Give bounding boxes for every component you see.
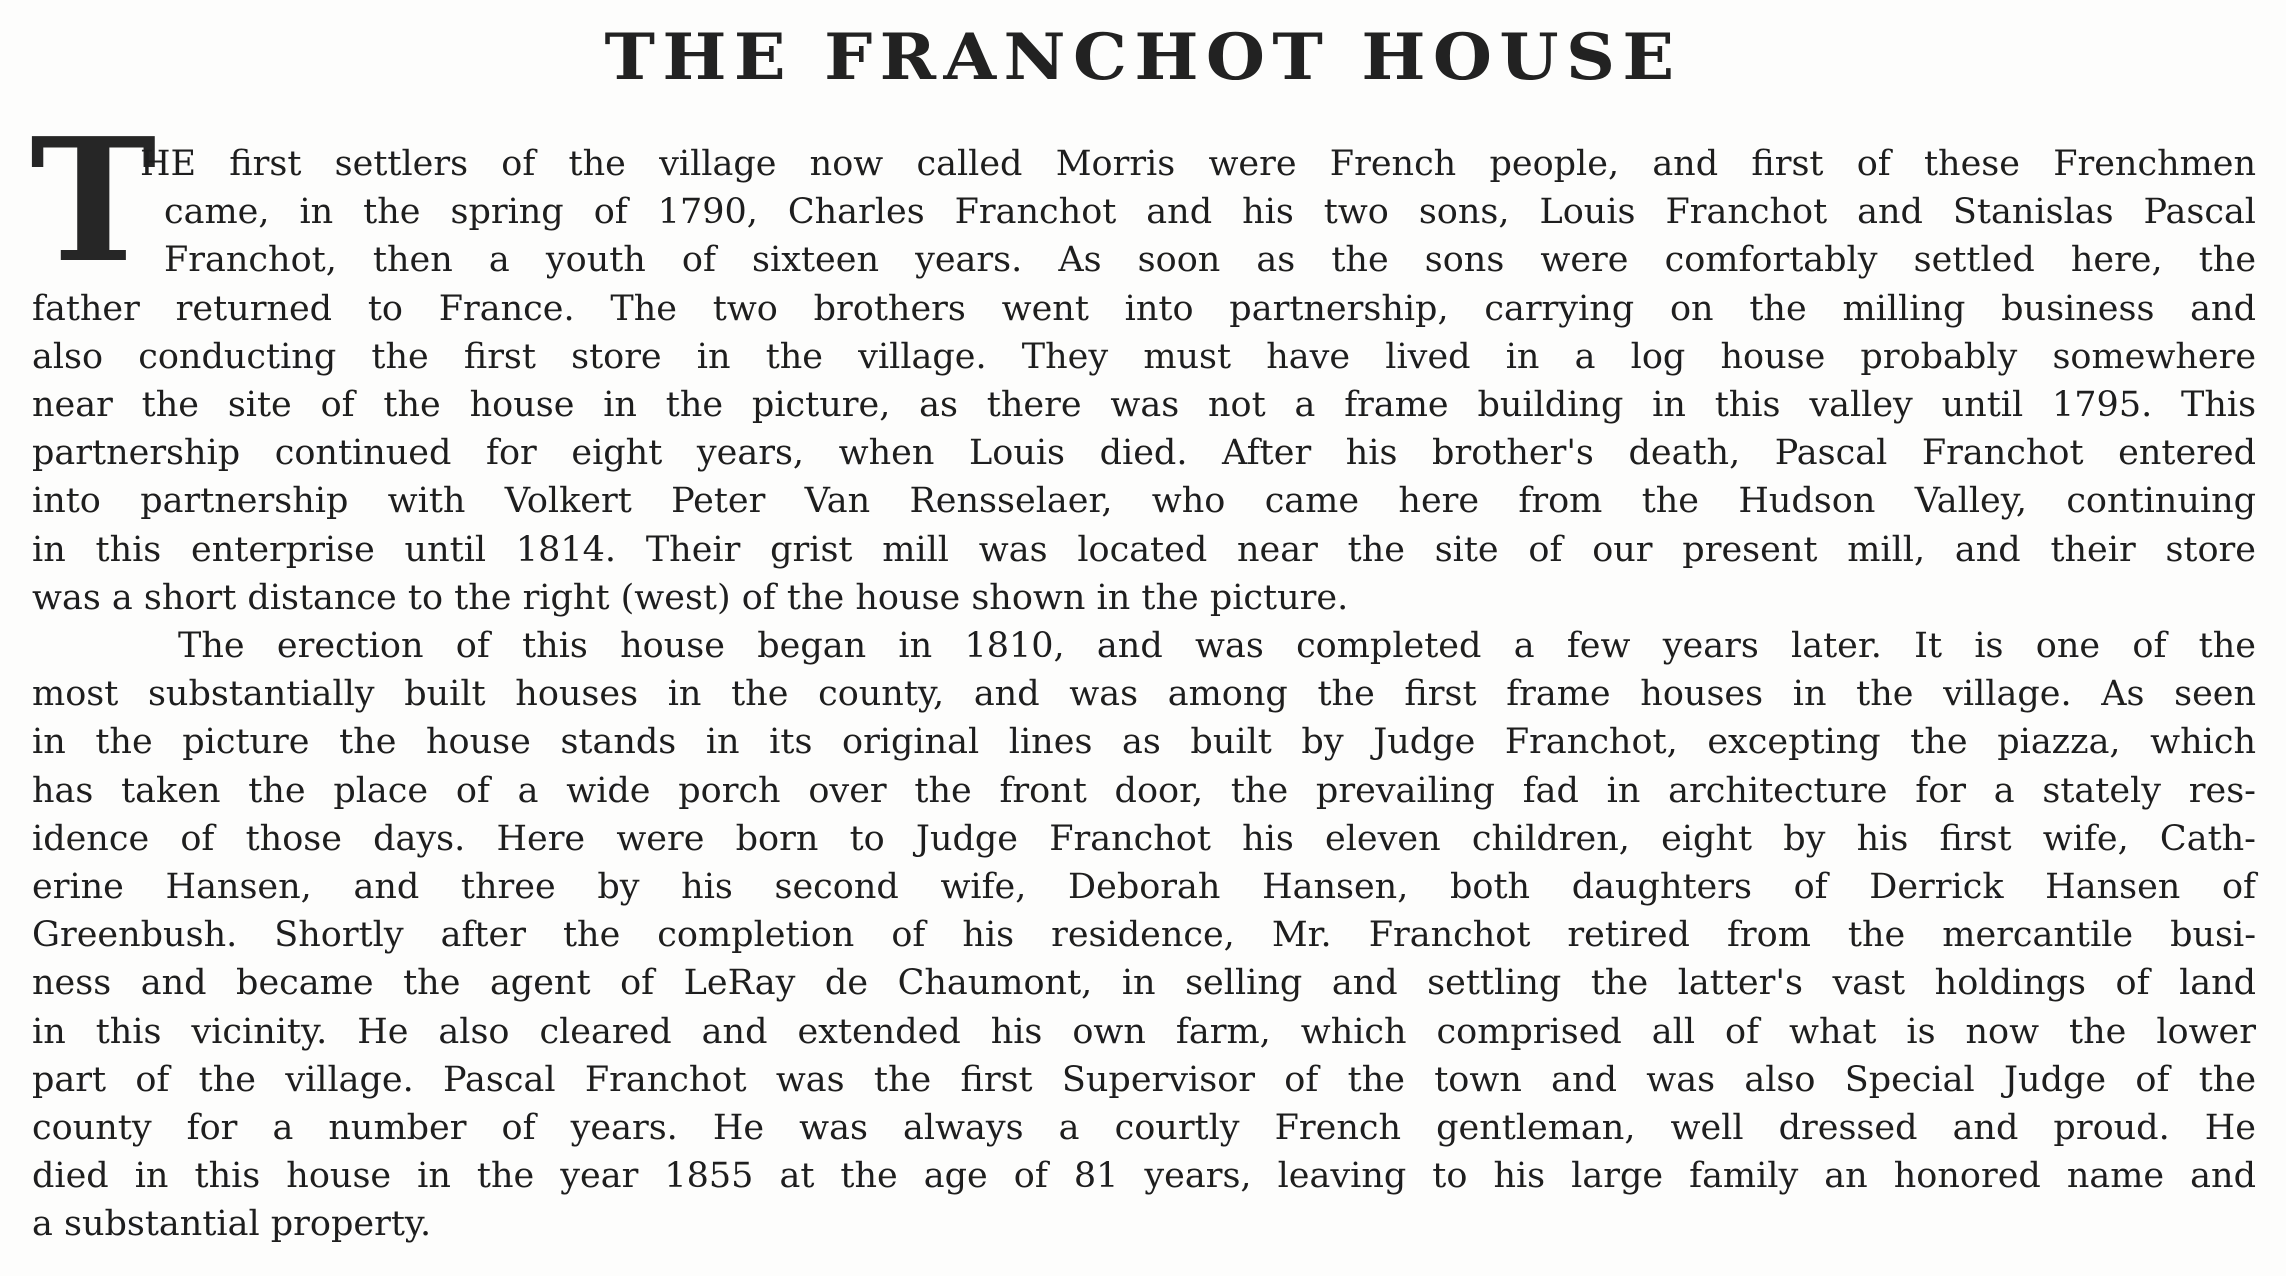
text-line: came, in the spring of 1790, Charles Franchot and his two sons, Louis Franchot and Stanislas Pascal (164, 192, 2257, 233)
text-line: was a short distance to the right (west) of the house shown in the picture. (32, 577, 1349, 618)
text-line: HE first settlers of the village now called Morris were French people, and first of these Frenchmen (140, 144, 2257, 184)
text-line: a substantial property. (32, 1204, 432, 1245)
text-line: partnership continued for eight years, when Louis died. After his brother's death, Pascal Franchot entered (32, 433, 2257, 474)
text-line: in this vicinity. He also cleared and extended his own farm, which comprised all of what is now the lower (32, 1011, 2256, 1052)
text-line: Greenbush. Shortly after the completion of his residence, Mr. Franchot retired from the mercantile busi- (32, 915, 2257, 956)
text-line: has taken the place of a wide porch over the front door, the prevailing fad in architecture for a stately res- (32, 770, 2256, 811)
text-line: in this enterprise until 1814. Their grist mill was located near the site of our present mill, and their store (32, 529, 2256, 570)
text-line: father returned to France. The two brothers went into partnership, carrying on the milling business and (32, 288, 2256, 329)
text-line: also conducting the first store in the village. They must have lived in a log house probably somewhere (32, 336, 2257, 377)
text-line: idence of those days. Here were born to Judge Franchot his eleven children, eight by his first wife, Cath- (32, 818, 2256, 859)
text-line: Franchot, then a youth of sixteen years. As soon as the sons were comfortably settled here, the (164, 240, 2257, 281)
text-line: near the site of the house in the picture, as there was not a frame building in this valley until 1795. This (32, 385, 2257, 425)
text-line: county for a number of years. He was always a courtly French gentleman, well dressed and proud. He (32, 1108, 2257, 1148)
text-line: erine Hansen, and three by his second wife, Deborah Hansen, both daughters of Derrick Hansen of (32, 867, 2256, 907)
text-line: into partnership with Volkert Peter Van Rensselaer, who came here from the Hudson Valley, continuing (32, 481, 2257, 522)
text-line: died in this house in the year 1855 at the age of 81 years, leaving to his large family an honored name and (32, 1156, 2256, 1197)
drop-cap: T (30, 101, 157, 301)
text-line: most substantially built houses in the county, and was among the first frame houses in the village. As seen (32, 674, 2257, 715)
text-line: The erection of this house began in 1810, and was completed a few years later. It is one of the (178, 626, 2257, 666)
text-line: part of the village. Pascal Franchot was the first Supervisor of the town and was also Special Judge of the (32, 1059, 2257, 1100)
page-title: THE FRANCHOT HOUSE (604, 20, 1682, 95)
text-line: in the picture the house stands in its original lines as built by Judge Franchot, excepting the piazza, which (32, 722, 2256, 763)
text-line: ness and became the agent of LeRay de Chaumont, in selling and settling the latter's vast holdings of land (32, 963, 2257, 1004)
